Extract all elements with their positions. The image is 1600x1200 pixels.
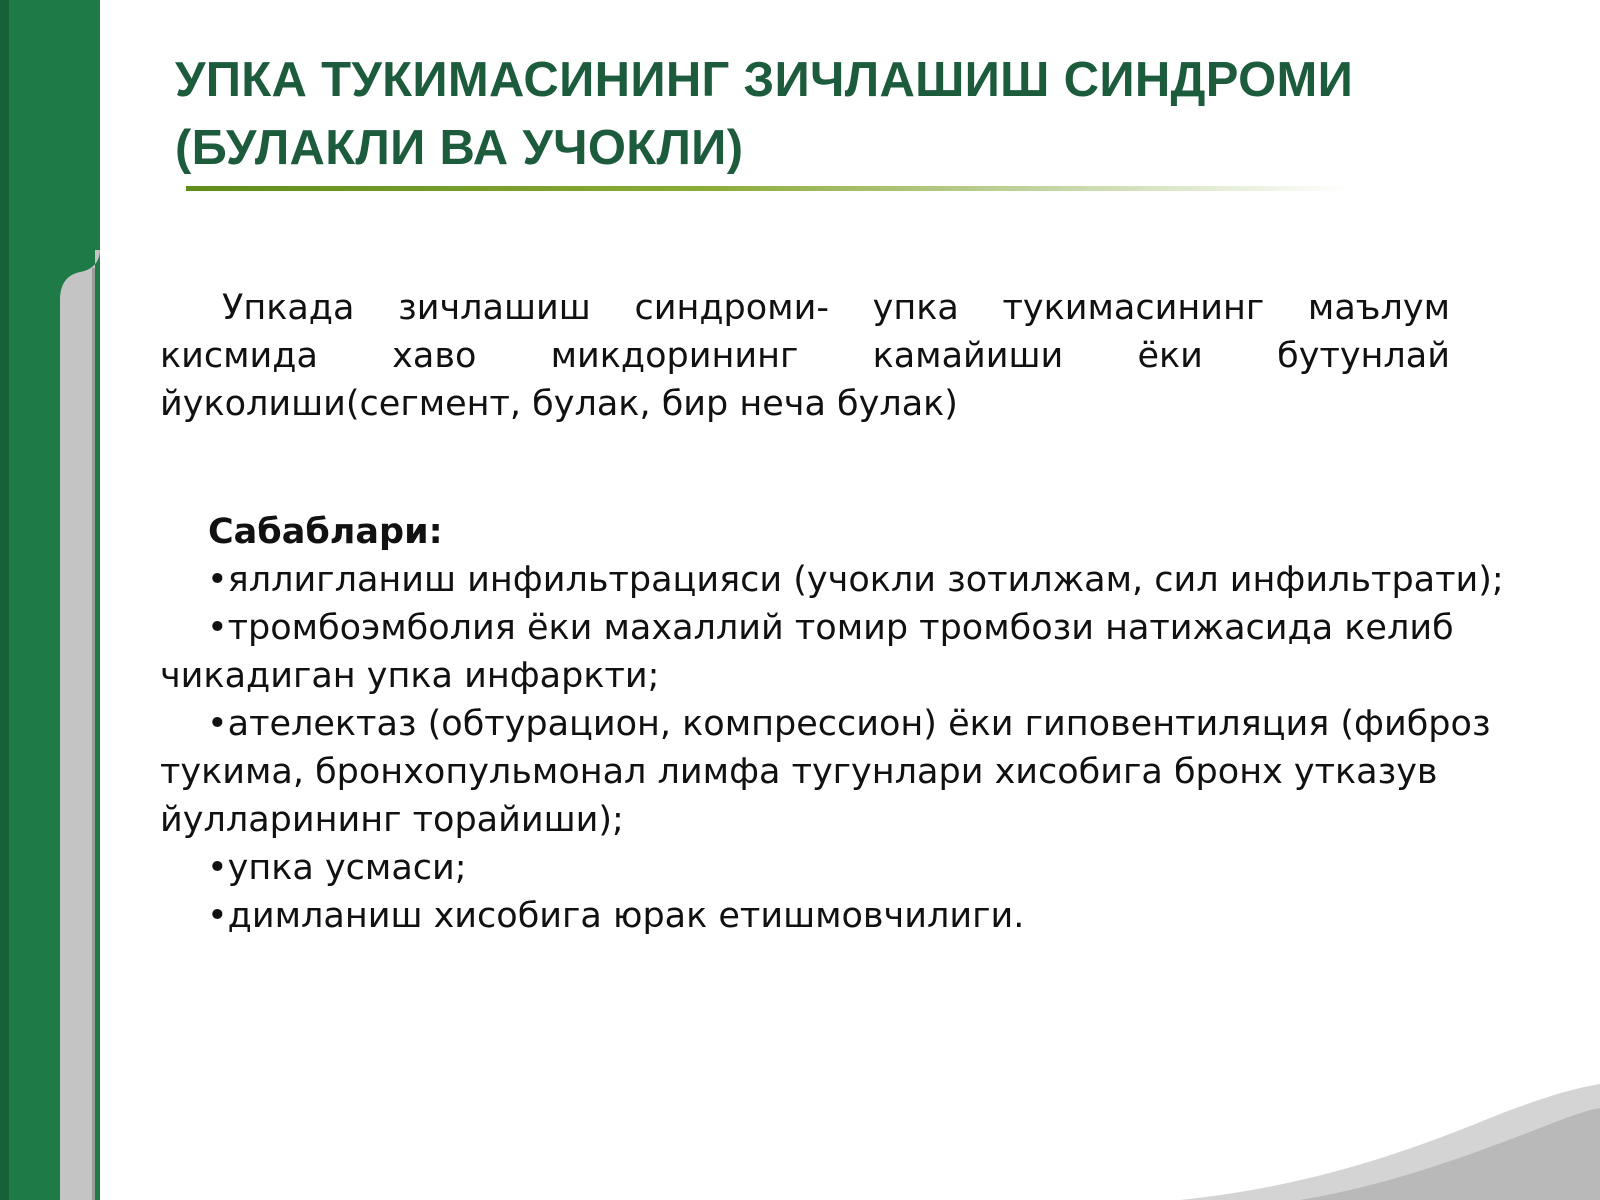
cause-item-heart-failure: •димланиш хисобига юрак етишмовчилиги. (207, 896, 1025, 936)
causes-section (160, 508, 1560, 940)
causes-heading: Сабаблари: (208, 512, 443, 552)
causes-list (160, 556, 1560, 940)
slide-title: УПКА ТУКИМАСИНИНГ ЗИЧЛАШИШ СИНДРОМИ (БУЛАКЛИ ВА УЧОКЛИ) (175, 53, 1354, 175)
title-underline (186, 186, 1348, 191)
definition-paragraph: Упкада зичлашиш синдроми- упка тукимасининг маълум кисмида хаво микдорининг камайиши ёки бутунлай йуколиши(сегмент, булак, бир неча булак) (160, 288, 1450, 424)
corner-decorative-swoosh (1180, 1070, 1600, 1200)
cause-item-inflammation: •яллигланиш инфильтрацияси (учокли зотилжам, сил инфильтрати); (207, 560, 1504, 600)
cause-item-infarction: •тромбоэмболия ёки махаллий томир тромбози натижасида келиб чикадиган упка инфаркти; (160, 608, 1454, 696)
left-decorative-bar (0, 0, 110, 1200)
cause-item-atelectasis: •ателектаз (обтурацион, компрессион) ёки гиповентиляция (фиброз тукима, бронхопульмонал лимфа тугунлари хисобига бронх утказув йулларининг торайиши); (160, 704, 1491, 840)
cause-item-tumor: •упка усмаси; (207, 848, 467, 888)
